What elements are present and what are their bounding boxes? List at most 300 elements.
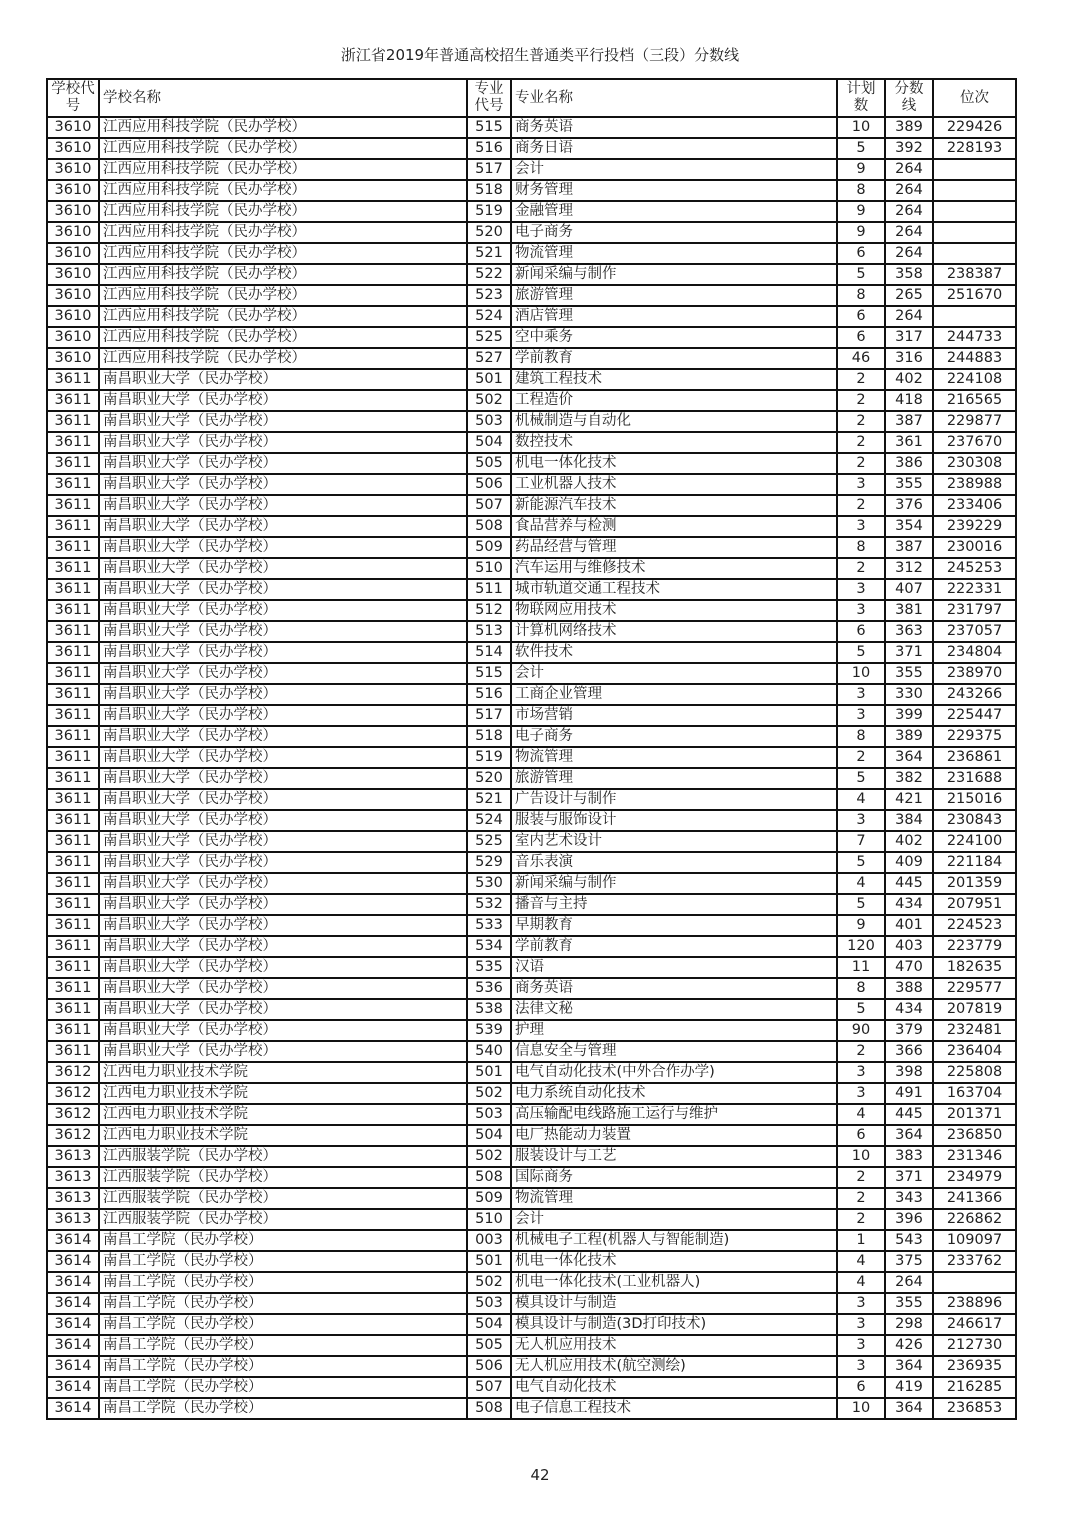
major-name-cell: 物联网应用技术 xyxy=(511,600,837,621)
school-name-cell: 南昌职业大学（民办学校） xyxy=(99,894,467,915)
major-name-cell: 新闻采编与制作 xyxy=(511,873,837,894)
major-name-cell: 服装与服饰设计 xyxy=(511,810,837,831)
table-row xyxy=(47,1146,1016,1167)
major-code-cell: 507 xyxy=(467,1377,511,1398)
school-code-cell: 3611 xyxy=(47,390,99,411)
plan-count-cell: 120 xyxy=(837,936,885,957)
rank-cell: 251670 xyxy=(933,285,1016,306)
major-code-cell: 515 xyxy=(467,663,511,684)
school-code-cell: 3611 xyxy=(47,411,99,432)
plan-count-cell: 2 xyxy=(837,1041,885,1062)
major-code-cell: 538 xyxy=(467,999,511,1020)
plan-count-cell: 9 xyxy=(837,201,885,222)
school-name-cell: 江西服装学院（民办学校） xyxy=(99,1146,467,1167)
school-name-cell: 南昌职业大学（民办学校） xyxy=(99,390,467,411)
major-code-cell: 518 xyxy=(467,726,511,747)
table-row xyxy=(47,999,1016,1020)
score-line-cell: 434 xyxy=(885,999,933,1020)
table-row xyxy=(47,600,1016,621)
school-name-cell: 南昌职业大学（民办学校） xyxy=(99,684,467,705)
table-row xyxy=(47,1272,1016,1293)
major-code-cell: 519 xyxy=(467,747,511,768)
table-row xyxy=(47,789,1016,810)
school-name-cell: 南昌职业大学（民办学校） xyxy=(99,810,467,831)
score-line-cell: 387 xyxy=(885,537,933,558)
major-code-cell: 520 xyxy=(467,768,511,789)
school-code-cell: 3614 xyxy=(47,1251,99,1272)
major-name-cell: 机电一体化技术 xyxy=(511,1251,837,1272)
rank-cell xyxy=(933,306,1016,327)
plan-count-cell: 5 xyxy=(837,894,885,915)
table-row xyxy=(47,957,1016,978)
school-code-cell: 3611 xyxy=(47,936,99,957)
school-name-cell: 江西应用科技学院（民办学校） xyxy=(99,117,467,138)
school-code-cell: 3613 xyxy=(47,1188,99,1209)
plan-count-cell: 4 xyxy=(837,873,885,894)
major-code-cell: 505 xyxy=(467,1335,511,1356)
major-name-cell: 旅游管理 xyxy=(511,285,837,306)
school-name-cell: 江西服装学院（民办学校） xyxy=(99,1209,467,1230)
major-code-cell: 501 xyxy=(467,1062,511,1083)
school-name-cell: 南昌工学院（民办学校） xyxy=(99,1272,467,1293)
header-plan: 计划数 xyxy=(837,79,885,117)
rank-cell: 232481 xyxy=(933,1020,1016,1041)
school-name-cell: 南昌工学院（民办学校） xyxy=(99,1251,467,1272)
rank-cell: 244733 xyxy=(933,327,1016,348)
plan-count-cell: 6 xyxy=(837,306,885,327)
plan-count-cell: 11 xyxy=(837,957,885,978)
plan-count-cell: 2 xyxy=(837,558,885,579)
score-line-cell: 389 xyxy=(885,726,933,747)
major-name-cell: 电子商务 xyxy=(511,222,837,243)
school-name-cell: 南昌职业大学（民办学校） xyxy=(99,537,467,558)
school-code-cell: 3614 xyxy=(47,1356,99,1377)
rank-cell: 224523 xyxy=(933,915,1016,936)
school-code-cell: 3611 xyxy=(47,642,99,663)
major-name-cell: 酒店管理 xyxy=(511,306,837,327)
rank-cell: 230843 xyxy=(933,810,1016,831)
table-row xyxy=(47,306,1016,327)
table-row xyxy=(47,285,1016,306)
major-name-cell: 国际商务 xyxy=(511,1167,837,1188)
score-line-cell: 355 xyxy=(885,474,933,495)
school-code-cell: 3610 xyxy=(47,222,99,243)
score-line-cell: 264 xyxy=(885,159,933,180)
table-row xyxy=(47,327,1016,348)
major-code-cell: 511 xyxy=(467,579,511,600)
major-code-cell: 516 xyxy=(467,684,511,705)
plan-count-cell: 3 xyxy=(837,600,885,621)
plan-count-cell: 5 xyxy=(837,768,885,789)
plan-count-cell: 9 xyxy=(837,915,885,936)
major-name-cell: 空中乘务 xyxy=(511,327,837,348)
school-name-cell: 江西应用科技学院（民办学校） xyxy=(99,180,467,201)
plan-count-cell: 3 xyxy=(837,1335,885,1356)
rank-cell: 201371 xyxy=(933,1104,1016,1125)
school-code-cell: 3614 xyxy=(47,1293,99,1314)
school-code-cell: 3611 xyxy=(47,474,99,495)
rank-cell: 201359 xyxy=(933,873,1016,894)
major-name-cell: 机械制造与自动化 xyxy=(511,411,837,432)
table-row xyxy=(47,747,1016,768)
table-row xyxy=(47,243,1016,264)
school-name-cell: 南昌职业大学（民办学校） xyxy=(99,1041,467,1062)
plan-count-cell: 6 xyxy=(837,327,885,348)
major-code-cell: 521 xyxy=(467,789,511,810)
school-name-cell: 南昌职业大学（民办学校） xyxy=(99,957,467,978)
table-row xyxy=(47,390,1016,411)
major-name-cell: 商务英语 xyxy=(511,978,837,999)
table-row xyxy=(47,1020,1016,1041)
rank-cell xyxy=(933,243,1016,264)
major-code-cell: 503 xyxy=(467,411,511,432)
school-name-cell: 南昌职业大学（民办学校） xyxy=(99,516,467,537)
major-name-cell: 电厂热能动力装置 xyxy=(511,1125,837,1146)
major-name-cell: 信息安全与管理 xyxy=(511,1041,837,1062)
score-line-cell: 264 xyxy=(885,201,933,222)
school-name-cell: 江西电力职业技术学院 xyxy=(99,1062,467,1083)
school-code-cell: 3611 xyxy=(47,747,99,768)
major-code-cell: 516 xyxy=(467,138,511,159)
major-code-cell: 508 xyxy=(467,516,511,537)
major-code-cell: 521 xyxy=(467,243,511,264)
rank-cell: 216285 xyxy=(933,1377,1016,1398)
school-name-cell: 南昌职业大学（民办学校） xyxy=(99,873,467,894)
table-row xyxy=(47,894,1016,915)
rank-cell: 231346 xyxy=(933,1146,1016,1167)
school-name-cell: 南昌职业大学（民办学校） xyxy=(99,663,467,684)
plan-count-cell: 2 xyxy=(837,1167,885,1188)
school-code-cell: 3611 xyxy=(47,432,99,453)
rank-cell: 207951 xyxy=(933,894,1016,915)
rank-cell: 229877 xyxy=(933,411,1016,432)
plan-count-cell: 3 xyxy=(837,1356,885,1377)
score-line-cell: 312 xyxy=(885,558,933,579)
major-name-cell: 室内艺术设计 xyxy=(511,831,837,852)
major-code-cell: 508 xyxy=(467,1398,511,1419)
rank-cell: 236935 xyxy=(933,1356,1016,1377)
school-code-cell: 3611 xyxy=(47,453,99,474)
school-name-cell: 江西应用科技学院（民办学校） xyxy=(99,285,467,306)
major-code-cell: 524 xyxy=(467,810,511,831)
rank-cell: 236404 xyxy=(933,1041,1016,1062)
plan-count-cell: 3 xyxy=(837,810,885,831)
school-name-cell: 南昌职业大学（民办学校） xyxy=(99,432,467,453)
school-code-cell: 3611 xyxy=(47,558,99,579)
school-name-cell: 南昌职业大学（民办学校） xyxy=(99,726,467,747)
major-name-cell: 物流管理 xyxy=(511,243,837,264)
rank-cell: 230308 xyxy=(933,453,1016,474)
table-row xyxy=(47,516,1016,537)
plan-count-cell: 5 xyxy=(837,138,885,159)
plan-count-cell: 6 xyxy=(837,621,885,642)
rank-cell: 236850 xyxy=(933,1125,1016,1146)
school-name-cell: 南昌职业大学（民办学校） xyxy=(99,411,467,432)
rank-cell: 212730 xyxy=(933,1335,1016,1356)
school-code-cell: 3611 xyxy=(47,705,99,726)
school-name-cell: 江西应用科技学院（民办学校） xyxy=(99,264,467,285)
score-line-cell: 419 xyxy=(885,1377,933,1398)
plan-count-cell: 90 xyxy=(837,1020,885,1041)
school-name-cell: 江西应用科技学院（民办学校） xyxy=(99,201,467,222)
score-line-cell: 388 xyxy=(885,978,933,999)
plan-count-cell: 8 xyxy=(837,537,885,558)
school-name-cell: 南昌工学院（民办学校） xyxy=(99,1230,467,1251)
school-name-cell: 南昌职业大学（民办学校） xyxy=(99,474,467,495)
major-name-cell: 学前教育 xyxy=(511,936,837,957)
major-code-cell: 529 xyxy=(467,852,511,873)
score-line-cell: 265 xyxy=(885,285,933,306)
school-code-cell: 3611 xyxy=(47,789,99,810)
school-code-cell: 3611 xyxy=(47,369,99,390)
rank-cell: 207819 xyxy=(933,999,1016,1020)
school-code-cell: 3611 xyxy=(47,915,99,936)
rank-cell: 237670 xyxy=(933,432,1016,453)
score-line-cell: 491 xyxy=(885,1083,933,1104)
table-row xyxy=(47,642,1016,663)
plan-count-cell: 3 xyxy=(837,579,885,600)
school-code-cell: 3611 xyxy=(47,726,99,747)
major-code-cell: 519 xyxy=(467,201,511,222)
major-name-cell: 电子信息工程技术 xyxy=(511,1398,837,1419)
school-code-cell: 3614 xyxy=(47,1230,99,1251)
table-row xyxy=(47,1104,1016,1125)
school-name-cell: 江西应用科技学院（民办学校） xyxy=(99,306,467,327)
rank-cell: 238896 xyxy=(933,1293,1016,1314)
score-line-cell: 402 xyxy=(885,831,933,852)
school-name-cell: 江西服装学院（民办学校） xyxy=(99,1167,467,1188)
plan-count-cell: 3 xyxy=(837,516,885,537)
major-code-cell: 530 xyxy=(467,873,511,894)
major-name-cell: 电子商务 xyxy=(511,726,837,747)
score-line-cell: 364 xyxy=(885,1398,933,1419)
school-name-cell: 南昌工学院（民办学校） xyxy=(99,1314,467,1335)
school-name-cell: 南昌职业大学（民办学校） xyxy=(99,747,467,768)
plan-count-cell: 2 xyxy=(837,1209,885,1230)
plan-count-cell: 9 xyxy=(837,159,885,180)
score-line-cell: 330 xyxy=(885,684,933,705)
major-code-cell: 502 xyxy=(467,390,511,411)
major-name-cell: 金融管理 xyxy=(511,201,837,222)
table-row xyxy=(47,978,1016,999)
school-code-cell: 3612 xyxy=(47,1125,99,1146)
plan-count-cell: 6 xyxy=(837,243,885,264)
school-code-cell: 3610 xyxy=(47,117,99,138)
major-code-cell: 510 xyxy=(467,558,511,579)
major-code-cell: 505 xyxy=(467,453,511,474)
rank-cell: 237057 xyxy=(933,621,1016,642)
table-row xyxy=(47,159,1016,180)
school-name-cell: 南昌职业大学（民办学校） xyxy=(99,768,467,789)
major-name-cell: 工业机器人技术 xyxy=(511,474,837,495)
rank-cell xyxy=(933,1272,1016,1293)
major-code-cell: 503 xyxy=(467,1104,511,1125)
major-name-cell: 早期教育 xyxy=(511,915,837,936)
score-line-cell: 264 xyxy=(885,243,933,264)
plan-count-cell: 3 xyxy=(837,1293,885,1314)
table-row xyxy=(47,1335,1016,1356)
school-code-cell: 3611 xyxy=(47,1041,99,1062)
major-name-cell: 会计 xyxy=(511,159,837,180)
major-name-cell: 播音与主持 xyxy=(511,894,837,915)
major-code-cell: 506 xyxy=(467,474,511,495)
school-name-cell: 南昌职业大学（民办学校） xyxy=(99,558,467,579)
school-code-cell: 3614 xyxy=(47,1272,99,1293)
school-code-cell: 3611 xyxy=(47,999,99,1020)
table-row xyxy=(47,1377,1016,1398)
score-line-cell: 379 xyxy=(885,1020,933,1041)
plan-count-cell: 10 xyxy=(837,1398,885,1419)
table-row xyxy=(47,558,1016,579)
plan-count-cell: 4 xyxy=(837,789,885,810)
score-line-cell: 543 xyxy=(885,1230,933,1251)
score-line-cell: 470 xyxy=(885,957,933,978)
table-row xyxy=(47,1293,1016,1314)
school-name-cell: 南昌职业大学（民办学校） xyxy=(99,1020,467,1041)
score-line-cell: 421 xyxy=(885,789,933,810)
table-row xyxy=(47,453,1016,474)
rank-cell: 241366 xyxy=(933,1188,1016,1209)
table-row xyxy=(47,915,1016,936)
major-code-cell: 539 xyxy=(467,1020,511,1041)
plan-count-cell: 7 xyxy=(837,831,885,852)
score-line-cell: 343 xyxy=(885,1188,933,1209)
major-name-cell: 电气自动化技术 xyxy=(511,1377,837,1398)
major-code-cell: 520 xyxy=(467,222,511,243)
major-name-cell: 音乐表演 xyxy=(511,852,837,873)
major-code-cell: 525 xyxy=(467,831,511,852)
school-code-cell: 3611 xyxy=(47,957,99,978)
school-code-cell: 3612 xyxy=(47,1062,99,1083)
score-line-cell: 387 xyxy=(885,411,933,432)
table-row xyxy=(47,474,1016,495)
major-name-cell: 旅游管理 xyxy=(511,768,837,789)
major-code-cell: 536 xyxy=(467,978,511,999)
rank-cell: 233762 xyxy=(933,1251,1016,1272)
table-row xyxy=(47,1062,1016,1083)
major-name-cell: 物流管理 xyxy=(511,1188,837,1209)
major-code-cell: 501 xyxy=(467,1251,511,1272)
school-name-cell: 南昌职业大学（民办学校） xyxy=(99,579,467,600)
major-name-cell: 数控技术 xyxy=(511,432,837,453)
major-name-cell: 机电一体化技术 xyxy=(511,453,837,474)
school-code-cell: 3614 xyxy=(47,1398,99,1419)
table-row xyxy=(47,201,1016,222)
score-line-cell: 445 xyxy=(885,873,933,894)
major-code-cell: 523 xyxy=(467,285,511,306)
school-name-cell: 江西应用科技学院（民办学校） xyxy=(99,327,467,348)
document-title: 浙江省2019年普通高校招生普通类平行投档（三段）分数线 xyxy=(340,46,740,64)
plan-count-cell: 10 xyxy=(837,1146,885,1167)
score-line-cell: 364 xyxy=(885,1356,933,1377)
major-code-cell: 517 xyxy=(467,159,511,180)
rank-cell: 243266 xyxy=(933,684,1016,705)
rank-cell: 216565 xyxy=(933,390,1016,411)
school-name-cell: 南昌职业大学（民办学校） xyxy=(99,831,467,852)
school-code-cell: 3611 xyxy=(47,978,99,999)
school-name-cell: 南昌职业大学（民办学校） xyxy=(99,915,467,936)
table-row xyxy=(47,222,1016,243)
major-code-cell: 503 xyxy=(467,1293,511,1314)
rank-cell: 230016 xyxy=(933,537,1016,558)
major-name-cell: 食品营养与检测 xyxy=(511,516,837,537)
rank-cell: 234804 xyxy=(933,642,1016,663)
score-line-cell: 316 xyxy=(885,348,933,369)
major-code-cell: 504 xyxy=(467,432,511,453)
score-line-cell: 361 xyxy=(885,432,933,453)
school-name-cell: 南昌工学院（民办学校） xyxy=(99,1377,467,1398)
table-row xyxy=(47,1083,1016,1104)
school-code-cell: 3611 xyxy=(47,663,99,684)
school-name-cell: 南昌职业大学（民办学校） xyxy=(99,852,467,873)
table-header-row xyxy=(47,79,1016,117)
major-code-cell: 003 xyxy=(467,1230,511,1251)
score-line-cell: 384 xyxy=(885,810,933,831)
school-code-cell: 3610 xyxy=(47,159,99,180)
rank-cell: 238970 xyxy=(933,663,1016,684)
rank-cell: 231797 xyxy=(933,600,1016,621)
table-body xyxy=(47,117,1016,1419)
table-row xyxy=(47,1188,1016,1209)
school-name-cell: 江西应用科技学院（民办学校） xyxy=(99,348,467,369)
rank-cell: 245253 xyxy=(933,558,1016,579)
major-name-cell: 护理 xyxy=(511,1020,837,1041)
rank-cell: 238988 xyxy=(933,474,1016,495)
major-code-cell: 504 xyxy=(467,1314,511,1335)
table-row xyxy=(47,138,1016,159)
major-name-cell: 商务日语 xyxy=(511,138,837,159)
school-code-cell: 3612 xyxy=(47,1104,99,1125)
table-row xyxy=(47,1041,1016,1062)
rank-cell: 224100 xyxy=(933,831,1016,852)
school-code-cell: 3611 xyxy=(47,600,99,621)
major-name-cell: 会计 xyxy=(511,1209,837,1230)
school-name-cell: 江西应用科技学院（民办学校） xyxy=(99,222,467,243)
major-code-cell: 504 xyxy=(467,1125,511,1146)
rank-cell: 221184 xyxy=(933,852,1016,873)
table-row xyxy=(47,117,1016,138)
major-name-cell: 机械电子工程(机器人与智能制造) xyxy=(511,1230,837,1251)
school-code-cell: 3611 xyxy=(47,537,99,558)
school-code-cell: 3614 xyxy=(47,1377,99,1398)
plan-count-cell: 2 xyxy=(837,369,885,390)
school-name-cell: 南昌职业大学（民办学校） xyxy=(99,705,467,726)
major-name-cell: 电气自动化技术(中外合作办学) xyxy=(511,1062,837,1083)
rank-cell: 215016 xyxy=(933,789,1016,810)
major-code-cell: 522 xyxy=(467,264,511,285)
school-code-cell: 3610 xyxy=(47,348,99,369)
rank-cell: 229577 xyxy=(933,978,1016,999)
major-code-cell: 512 xyxy=(467,600,511,621)
plan-count-cell: 3 xyxy=(837,1083,885,1104)
major-name-cell: 新闻采编与制作 xyxy=(511,264,837,285)
table-row xyxy=(47,495,1016,516)
score-line-cell: 403 xyxy=(885,936,933,957)
score-line-cell: 264 xyxy=(885,306,933,327)
rank-cell: 236861 xyxy=(933,747,1016,768)
school-name-cell: 南昌工学院（民办学校） xyxy=(99,1335,467,1356)
header-score: 分数线 xyxy=(885,79,933,117)
score-line-cell: 371 xyxy=(885,642,933,663)
score-line-cell: 366 xyxy=(885,1041,933,1062)
school-code-cell: 3614 xyxy=(47,1335,99,1356)
score-line-cell: 401 xyxy=(885,915,933,936)
school-code-cell: 3610 xyxy=(47,306,99,327)
score-line-cell: 418 xyxy=(885,390,933,411)
rank-cell: 223779 xyxy=(933,936,1016,957)
header-major-name: 专业名称 xyxy=(511,79,837,117)
major-name-cell: 电力系统自动化技术 xyxy=(511,1083,837,1104)
